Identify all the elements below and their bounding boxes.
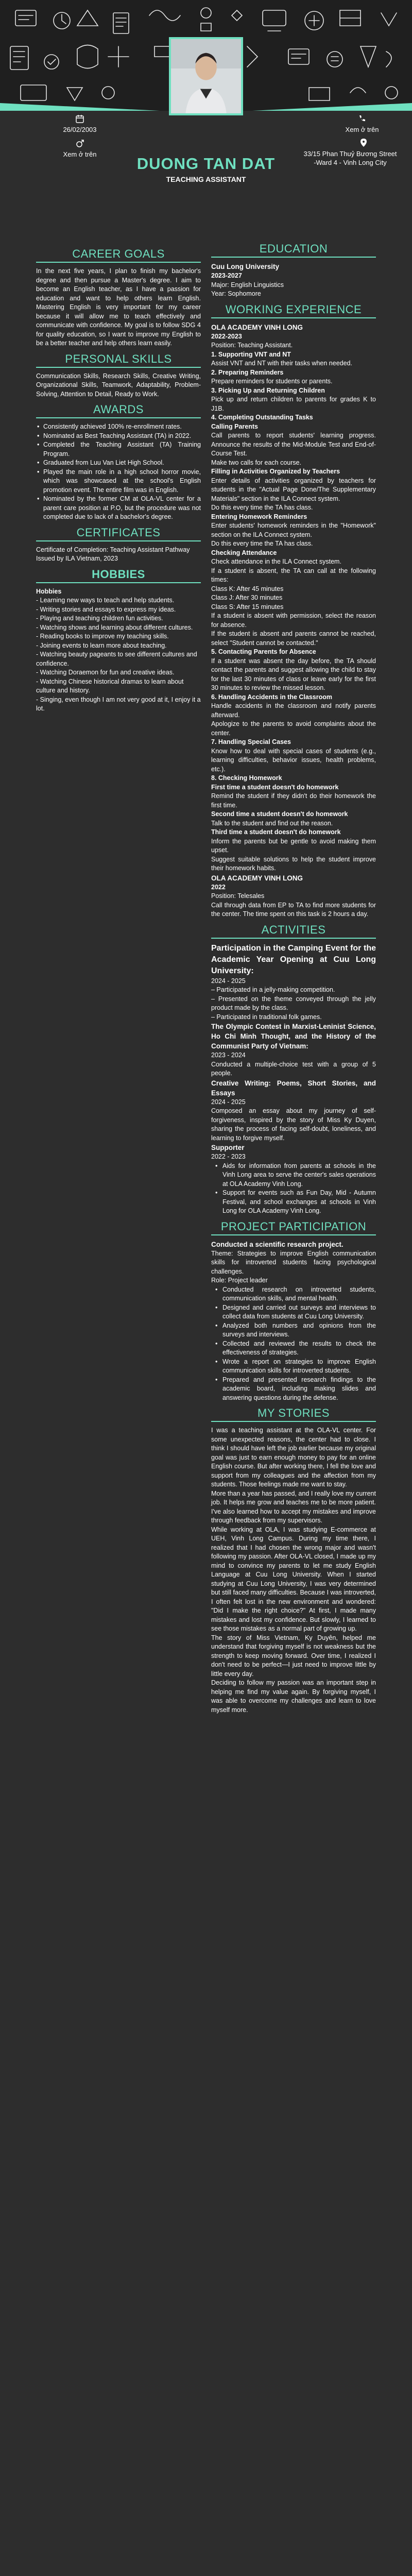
job-position-2-text: Call through data from EP to TA to find more students for the center. The time spent on this task is 2 hours a day.: [211, 901, 376, 918]
section-divider: [36, 540, 201, 541]
list-item: • Prepared and presented research findings to the academic board, including making slides and answering questions during the defense.: [211, 1376, 376, 1403]
certificate-issuer: Issued by ILA Vietnam, 2023: [36, 555, 118, 562]
company-name-2: OLA ACADEMY VINH LONG: [211, 874, 303, 882]
school-name: Cuu Long University: [211, 263, 280, 270]
section-title: PROJECT PARTICIPATION: [220, 1219, 367, 1233]
header: [0, 0, 412, 206]
activity-heading: The Olympic Contest in Marxist-Leninist Science, Ho Chi Minh Thought, and the History of the Communist Party of Vietnam:: [211, 1023, 376, 1050]
duty-heading: 8. Checking Homework: [211, 774, 282, 782]
section-title: ACTIVITIES: [261, 923, 326, 936]
list-item: - Watching beauty pageants to see different cultures and confidence.: [36, 651, 197, 667]
job-position-2: Position: Telesales: [211, 892, 265, 900]
stories-text: I was a teaching assistant at the OLA-VL center. For some unexpected reasons, the center had to close. I think I should have left the job earlier because my original goal was just to earn enough money to pay for an online English course. But after working there, I fell the love and support from my colleagues and the affection from my students. Those feelings made me want to stay. More than a year has passed, and I really love my current job. It helps me grow and teaches me to be more patient. I've also learned how to accept my mistakes and improve through feedback from my supervisors. While working at OLA, I was studying E-commerce at UEH, Vinh Long Campus. During my time there, I realized that I had chosen the wrong major and wasn't following my passion. After OLA-VL closed, I made up my mind to convince my parents to let me study English Language at Cuu Long University. When I started studying at Cuu Long University, I was very determined but still faced many difficulties. Because I was introverted, I often felt lost in the new environment and wondered: "Did I make the right choice?" At first, I made many mistakes and lost my confidence. But slowly, I learned to see those mistakes as a normal part of growing up. The story of Miss Vietnam, Ky Duyên, helped me understand that forgiving myself is not weakness but the strength to keep moving forward. Over time, I realized I don't need to be perfect—I just need to improve little by little every day. Deciding to follow my passion was an important step in helping me find my value again. By forgiving myself, I was able to overcome my challenges and learn to love myself more.: [211, 1427, 376, 1714]
homework-text: Talk to the student and find out the reason.: [211, 819, 333, 827]
contact-dob: [57, 114, 103, 134]
list-item: - Reading books to improve my teaching skills.: [36, 633, 169, 640]
homework-text: Inform the parents but be gentle to avoid making them upset. Suggest suitable solutions to help the student improve their homework habits.: [211, 837, 376, 872]
list-item: • Completed the Teaching Assistant (TA) Training Program.: [36, 440, 201, 459]
duty-heading: 3. Picking Up and Returning Children: [211, 386, 325, 394]
career-goals-section: [36, 247, 201, 348]
hobbies-heading: Hobbies: [36, 587, 62, 595]
activity-period: 2023 - 2024: [211, 1052, 246, 1059]
list-item: • Graduated from Luu Van Liet High School.: [36, 459, 201, 468]
section-title: CAREER GOALS: [72, 247, 165, 260]
list-item: • Support for events such as Fun Day, Mid - Autumn Festival, and school exchanges at schools in Vinh Long for OLA Academy Vinh Long.: [211, 1189, 376, 1216]
section-title: PERSONAL SKILLS: [65, 352, 172, 365]
school-year: Year: Sophomore: [211, 290, 261, 297]
personal-skills-section: [36, 352, 201, 399]
list-item: - Learning new ways to teach and help students.: [36, 597, 175, 604]
section-divider: [36, 582, 201, 583]
profile-photo: [169, 37, 243, 115]
activity-line: – Participated in traditional folk games.: [211, 1013, 322, 1021]
list-item: • Nominated by the former CM at OLA-VL center for a parent care position at P.O, but the procedure was not completed due to lack of a bachelor's degree.: [36, 495, 201, 522]
phone-text: Xem ở trên: [345, 126, 379, 133]
homework-heading: Second time a student doesn't do homework: [211, 810, 348, 818]
task-heading: Calling Parents: [211, 422, 258, 430]
activity-period: 2024 - 2025: [211, 1098, 246, 1106]
list-item: • Collected and reviewed the results to check the effectiveness of strategies.: [211, 1340, 376, 1358]
duty-text: Handle accidents in the classroom and notify parents afterward. Apologize to the parents to avoid complaints about the center.: [211, 702, 376, 737]
school-major: Major: English Linguistics: [211, 281, 284, 289]
duty-text: If a student was absent the day before, the TA should contact the parents and suggest allowing the child to stay for the last 30 minutes of class or leave early for the first 30 minutes to review the missed lesson.: [211, 657, 376, 691]
list-item: - Watching shows and learning about different cultures.: [36, 623, 193, 631]
project-heading: Conducted a scientific research project.: [211, 1240, 344, 1248]
homework-text: Remind the student if they didn't do their homework the first time.: [211, 792, 376, 809]
duty-heading: 2. Preparing Reminders: [211, 368, 284, 376]
awards-list: [36, 422, 201, 522]
duty-text: Know how to deal with special cases of students (e.g., learning difficulties, behavior issues, health problems, etc.).: [211, 747, 376, 773]
address-line-2: -Ward 4 - Vinh Long City: [314, 159, 387, 166]
certificate-name: Certificate of Completion: Teaching Assistant Pathway: [36, 546, 190, 553]
section-title: EDUCATION: [259, 242, 328, 255]
project-list: [211, 1285, 376, 1403]
section-title: MY STORIES: [258, 1406, 330, 1419]
activity-period: 2022 - 2023: [211, 1153, 246, 1160]
activity-line: – Participated in a jelly-making competition.: [211, 986, 335, 993]
contact-address-icon-wrap: [333, 138, 394, 147]
list-item: • Wrote a report on strategies to improve English communication skills for introverted students.: [211, 1358, 376, 1376]
candidate-name: DUONG TAN DAT: [136, 155, 276, 173]
left-column: [36, 247, 201, 718]
duty-heading: 5. Contacting Parents for Absence: [211, 648, 316, 655]
section-divider: [36, 417, 201, 418]
task-text: Check attendance in the ILA Connect system. If a student is absent, the TA can call at the following times: Class K: After 45 minutes Class J: After 30 minutes Class S: After 15 minutes If a student is absent with permission, select the reason for absence. If the student is absent and parents cannot be reached, select "Student cannot be contacted.": [211, 558, 376, 647]
location-pin-icon: [359, 138, 368, 147]
candidate-role: TEACHING ASSISTANT: [166, 175, 246, 183]
certificates-section: [36, 526, 201, 564]
company-name: OLA ACADEMY VINH LONG: [211, 323, 303, 331]
section-divider: [36, 367, 201, 368]
duty-heading: 6. Handling Accidents in the Classroom: [211, 693, 332, 701]
activity-heading: Supporter: [211, 1144, 245, 1151]
contact-phone: [334, 114, 390, 134]
duty-heading: 1. Supporting VNT and NT: [211, 350, 291, 358]
section-divider: [211, 257, 376, 258]
task-heading: Entering Homework Reminders: [211, 513, 307, 520]
gender-text: Xem ở trên: [63, 150, 97, 158]
activity-heading: Participation in the Camping Event for the Academic Year Opening at Cuu Long University:: [211, 943, 376, 975]
list-item: • Designed and carried out surveys and interviews to collect data from students at Cuu Long University.: [211, 1303, 376, 1321]
activity-line: Conducted a multiple-choice test with a group of 5 people.: [211, 1060, 376, 1077]
list-item: • Aids for information from parents at schools in the Vinh Long area to serve the center's sales operations at OLA Academy Vinh Long.: [211, 1162, 376, 1189]
task-heading: Filling in Activities Organized by Teachers: [211, 468, 340, 475]
school-years: 2023-2027: [211, 272, 242, 279]
homework-heading: Third time a student doesn't do homework: [211, 828, 341, 836]
list-item: - Watching Doraemon for fun and creative ideas.: [36, 669, 175, 676]
education-section: [211, 242, 376, 299]
person-photo-icon: [171, 39, 241, 113]
list-item: - Singing, even though I am not very good at it, I enjoy it a lot.: [36, 696, 201, 712]
task-text: Enter details of activities organized by teachers for students in the "Actual Page Done/The Supplementary Materials" section in the ILA Connect system. Do this every time the TA has class.: [211, 477, 376, 511]
stories-section: [211, 1406, 376, 1715]
list-item: • Consistently achieved 100% re-enrollment rates.: [36, 422, 201, 432]
hobbies-section: [36, 568, 201, 714]
duty-heading: 7. Handling Special Cases: [211, 738, 291, 745]
calendar-icon: [75, 114, 84, 124]
activity-line: Composed an essay about my journey of self-forgiveness, inspired by the story of Miss Ky Duyen, sharing the process of facing self-doubt, loneliness, and learning to forgive myself.: [211, 1107, 376, 1142]
section-divider: [36, 262, 201, 263]
list-item: - Joining events to learn more about teaching.: [36, 641, 167, 649]
activity-heading: Creative Writing: Poems, Short Stories, and Essays: [211, 1079, 376, 1097]
project-role: Role: Project leader: [211, 1277, 268, 1284]
right-column: [211, 242, 376, 1719]
section-divider: [211, 317, 376, 318]
section-divider: [211, 1234, 376, 1235]
gender-icon: [75, 139, 84, 148]
activity-line: – Presented on the theme conveyed through the jelly product made by the class.: [211, 995, 376, 1011]
section-divider: [211, 1421, 376, 1422]
list-item: • Analyzed both numbers and opinions from the surveys and interviews.: [211, 1321, 376, 1340]
awards-section: [36, 403, 201, 522]
duty-text: Assist VNT and NT with their tasks when needed.: [211, 360, 352, 367]
activity-period: 2024 - 2025: [211, 977, 246, 985]
section-divider: [211, 938, 376, 939]
list-item: - Watching Chinese historical dramas to learn about culture and history.: [36, 677, 184, 694]
experience-section: [211, 303, 376, 919]
list-item: - Playing and teaching children fun activities.: [36, 615, 163, 622]
task-text: Enter students' homework reminders in the "Homework" section on the ILA Connect system. Do this every time the TA has class.: [211, 522, 376, 547]
dob-text: 26/02/2003: [63, 126, 97, 133]
job-position: Position: Teaching Assistant.: [211, 342, 293, 349]
project-theme: Theme: Strategies to improve English communication skills for introverted students facing psychological challenges.: [211, 1249, 376, 1275]
homework-heading: First time a student doesn't do homework: [211, 783, 339, 791]
task-heading: Checking Attendance: [211, 549, 277, 556]
task-text: Call parents to report students' learning progress. Announce the results of the Mid-Module Test and End-of-Course Test. Make two calls for each course.: [211, 432, 376, 466]
address-line-1: 33/15 Phan Thuỷ Bương Street: [303, 150, 397, 158]
phone-icon: [357, 114, 367, 124]
section-title: CERTIFICATES: [76, 526, 161, 539]
job-period-2: 2022: [211, 883, 226, 891]
duty-text: Prepare reminders for students or parents.: [211, 378, 333, 385]
section-title: AWARDS: [93, 403, 144, 416]
section-title: WORKING EXPERIENCE: [225, 302, 362, 316]
job-period: 2022-2023: [211, 332, 242, 340]
supporter-list: [211, 1162, 376, 1216]
activities-section: [211, 923, 376, 1216]
career-goals-text: In the next five years, I plan to finish my bachelor's degree and then pursue a Master's degree. I aim to become an English teacher, as I have a passion for education and want to help others learn English. Mastering English is very important for my career because it will allow me to teach effectively and communicate with confidence. My goal is to follow SDG 4 for quality education, so I want to improve my English to be a better teacher and help others learn easily.: [36, 267, 201, 347]
list-item: • Conducted research on introverted students, communication skills, and mental health.: [211, 1285, 376, 1303]
project-section: [211, 1220, 376, 1403]
list-item: • Nominated as Best Teaching Assistant (TA) in 2022.: [36, 432, 201, 441]
duty-text: Pick up and return children to parents for grades K to J1B.: [211, 396, 376, 412]
list-item: • Played the main role in a high school horror movie, which was showcased at the school's English promotion event. The entire film was in English.: [36, 468, 201, 495]
skills-text: Communication Skills, Research Skills, Creative Writing, Organizational Skills, Teamwork, Adaptability, Problem-Solving, Attention to Detail, Ready to Work.: [36, 372, 201, 398]
list-item: - Writing stories and essays to express my ideas.: [36, 605, 176, 613]
duty-heading: 4. Completing Outstanding Tasks: [211, 414, 313, 421]
section-title: HOBBIES: [92, 567, 145, 581]
